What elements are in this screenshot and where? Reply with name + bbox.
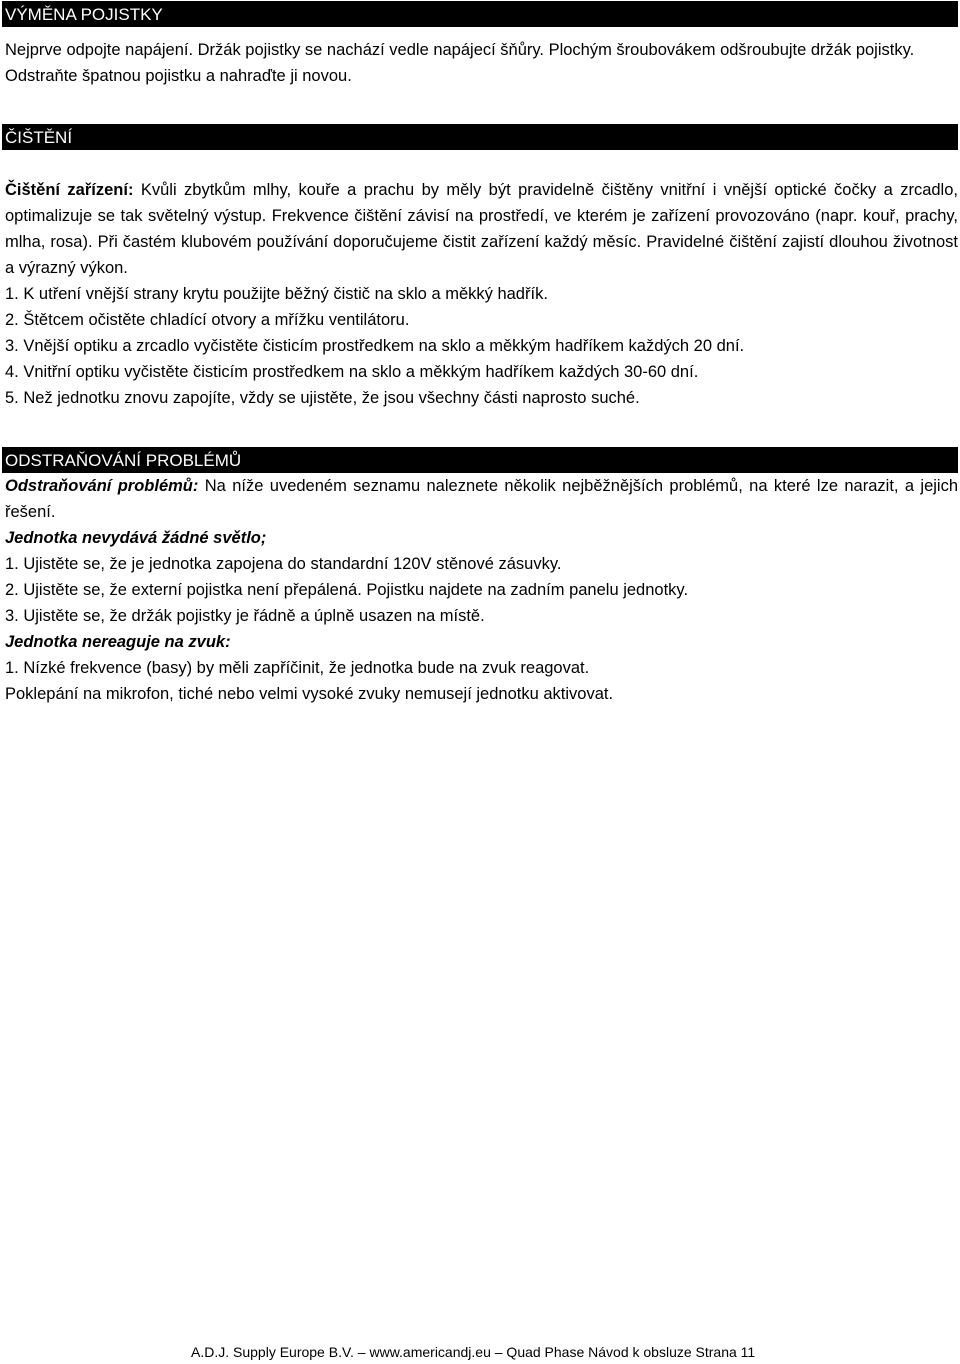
cleaning-step: 2. Štětcem očistěte chladící otvory a mřížku ventilátoru. [5,311,410,329]
problem-step: 3. Ujistěte se, že držák pojistky je řádně a úplně usazen na místě. [5,607,485,625]
problem-no-sound-response [2,629,958,707]
troubleshooting-section-heading: ODSTRAŇOVÁNÍ PROBLÉMŮ [2,447,958,473]
problem-step: 1. Nízké frekvence (basy) by měli zapříčinit, že jednotka bude na zvuk reagovat. [5,659,590,677]
cleaning-step: 1. K utření vnější strany krytu použijte běžný čistič na sklo a měkký hadřík. [5,285,548,303]
problem-step: 1. Ujistěte se, že je jednotka zapojena do standardní 120V stěnové zásuvky. [5,555,562,573]
cleaning-step: 4. Vnitřní optiku vyčistěte čisticím prostředkem na sklo a měkkým hadříkem každých 30-60 dní. [5,363,699,381]
problem-title: Jednotka nereaguje na zvuk: [5,633,231,651]
cleaning-step: 3. Vnější optiku a zrcadlo vyčistěte čisticím prostředkem na sklo a měkkým hadříkem každých 20 dní. [5,337,745,355]
page-footer: A.D.J. Supply Europe B.V. – www.americandj.eu – Quad Phase Návod k obsluze Strana 11 [191,1344,756,1360]
problem-step: Poklepání na mikrofon, tiché nebo velmi vysoké zvuky nemusejí jednotku aktivovat. [5,685,614,703]
problem-title: Jednotka nevydává žádné světlo; [5,529,267,547]
cleaning-steps [2,281,958,411]
troubleshooting-lead-label: Odstraňování problémů: [5,477,199,495]
troubleshooting-paragraph [2,473,958,525]
cleaning-lead-text: Kvůli zbytkům mlhy, kouře a prachu by měly být pravidelně čištěny vnitřní i vnější optické čočky a zrcadlo, optimalizuje se tak světelný výstup. Frekvence čištění závisí na prostředí, ve kterém je zařízení provozováno (napr. kouř, prachy, mlha, rosa). Při častém klubovém používání doporučujeme čistit zařízení každý měsíc. Pravidelné čištění zajistí dlouhou životnost a výrazný výkon. [5,181,958,277]
cleaning-section-heading: ČIŠTĚNÍ [2,124,958,150]
fuse-section-heading: VÝMĚNA POJISTKY [2,1,958,27]
manual-page [2,0,958,707]
cleaning-paragraph [2,177,958,281]
fuse-paragraph: Nejprve odpojte napájení. Držák pojistky se nachází vedle napájecí šňůry. Plochým šroubovákem odšroubujte držák pojistky. Odstraňte špatnou pojistku a nahraďte ji novou. [5,41,915,85]
cleaning-lead-label: Čištění zařízení: [5,181,134,199]
problem-no-light [2,525,958,629]
problem-step: 2. Ujistěte se, že externí pojistka není přepálená. Pojistku najdete na zadním panelu jednotky. [5,581,689,599]
cleaning-step: 5. Než jednotku znovu zapojíte, vždy se ujistěte, že jsou všechny části naprosto suché. [5,389,640,407]
troubleshooting-lead-text: Na níže uvedeném seznamu naleznete několik nejběžnějších problémů, na které lze narazit, a jejich řešení. [5,477,958,521]
